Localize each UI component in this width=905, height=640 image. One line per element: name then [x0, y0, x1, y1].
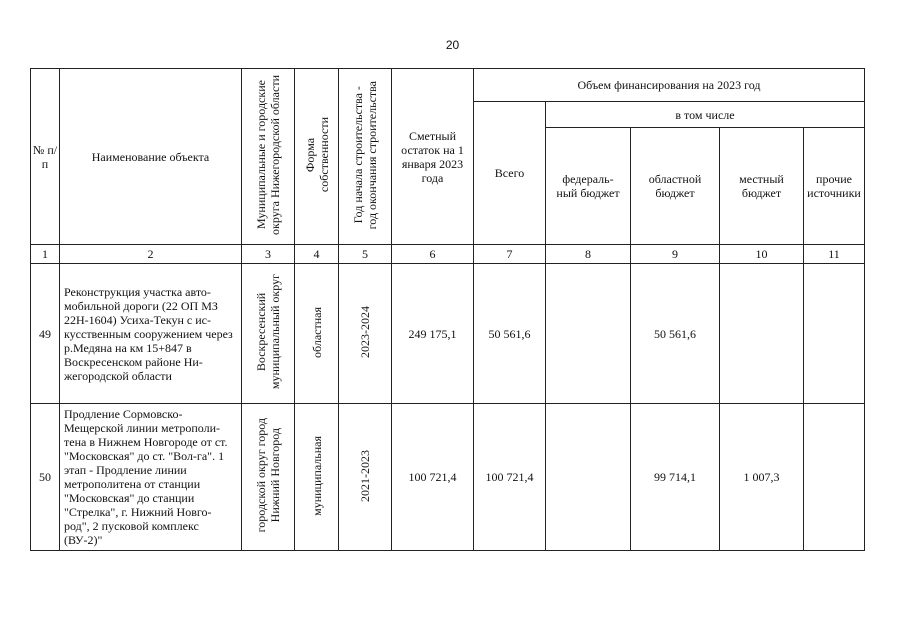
header-other: прочие источники — [804, 128, 865, 245]
row-municipality: городской округ город Нижний Новгород — [242, 404, 295, 551]
header-including: в том числе — [546, 102, 865, 128]
row-balance: 249 175,1 — [392, 264, 474, 404]
financing-table — [30, 68, 865, 551]
column-number: 4 — [295, 245, 339, 264]
header-name: Наименование объекта — [60, 69, 242, 245]
row-federal — [546, 404, 631, 551]
header-years: Год начала строительства - год окончания строительства — [339, 69, 392, 245]
header-balance: Сметный остаток на 1 января 2023 года — [392, 69, 474, 245]
row-other — [804, 404, 865, 551]
column-number-row — [31, 245, 865, 264]
row-local — [720, 264, 804, 404]
column-number: 3 — [242, 245, 295, 264]
column-number: 9 — [631, 245, 720, 264]
header-ownership: Форма собственности — [295, 69, 339, 245]
row-federal — [546, 264, 631, 404]
row-other — [804, 264, 865, 404]
table-row — [31, 404, 865, 551]
column-number: 7 — [474, 245, 546, 264]
row-regional: 99 714,1 — [631, 404, 720, 551]
row-num: 49 — [31, 264, 60, 404]
header-municipality: Муниципальные и городские округа Нижегородской области — [242, 69, 295, 245]
row-num: 50 — [31, 404, 60, 551]
column-number: 11 — [804, 245, 865, 264]
header-local: местный бюджет — [720, 128, 804, 245]
row-total: 100 721,4 — [474, 404, 546, 551]
row-municipality: Воскресенский муниципальный округ — [242, 264, 295, 404]
column-number: 5 — [339, 245, 392, 264]
row-ownership: областная — [295, 264, 339, 404]
row-local: 1 007,3 — [720, 404, 804, 551]
column-number: 8 — [546, 245, 631, 264]
row-years: 2021-2023 — [339, 404, 392, 551]
table-row — [31, 264, 865, 404]
row-object-name: Продление Сормовско-Мещерской линии метрополи-тена в Нижнем Новгороде от ст. "Московская" до ст. "Вол-га". 1 этап - Продление линии метрополитена от станции "Московская" до станции "Стрелка", г. Нижний Новго-род", 2 пусковой комплекс (ВУ-2)" — [60, 404, 242, 551]
column-number: 10 — [720, 245, 804, 264]
column-number: 1 — [31, 245, 60, 264]
header-federal: федераль-ный бюджет — [546, 128, 631, 245]
header-total: Всего — [474, 102, 546, 245]
column-number: 2 — [60, 245, 242, 264]
column-number: 6 — [392, 245, 474, 264]
header-num: № п/п — [31, 69, 60, 245]
page-number: 20 — [445, 38, 460, 52]
row-total: 50 561,6 — [474, 264, 546, 404]
row-object-name: Реконструкция участка авто-мобильной дороги (22 ОП МЗ 22Н-1604) Усиха-Текун с ис-кусственным сооружением через р.Медяна на км 15+847 в Воскресенском районе Ни-жегородской области — [60, 264, 242, 404]
header-financing: Объем финансирования на 2023 год — [474, 69, 865, 102]
row-balance: 100 721,4 — [392, 404, 474, 551]
header-regional: областной бюджет — [631, 128, 720, 245]
row-regional: 50 561,6 — [631, 264, 720, 404]
row-years: 2023-2024 — [339, 264, 392, 404]
row-ownership: муниципальная — [295, 404, 339, 551]
